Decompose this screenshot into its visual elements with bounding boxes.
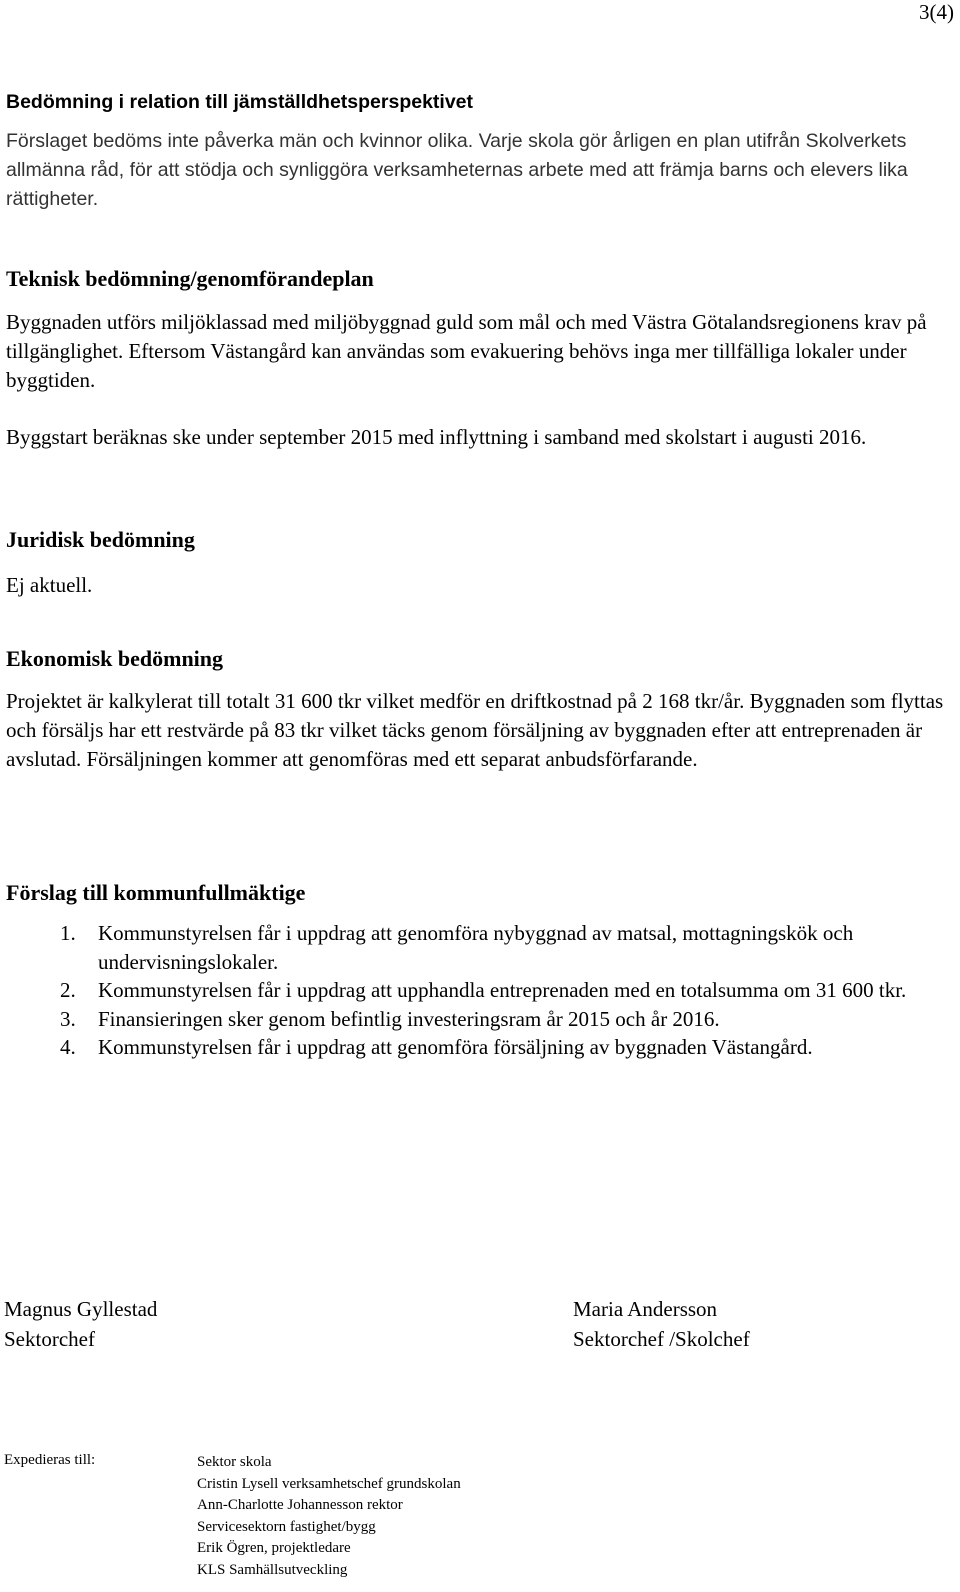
technical-section [6, 266, 951, 292]
economic-text: Projektet är kalkylerat till totalt 31 600 tkr vilket medför en driftkostnad på 2 168 tkr/år. Byggnaden som flyttas och försäljs har ett restvärde på 83 tkr vilket täcks genom försäljning av byggnaden efter att entreprenaden är avslutad. Försäljningen kommer att genomföras med ett separat anbudsförfarande. [6, 689, 944, 771]
signature-title: Sektorchef [4, 1327, 95, 1351]
legal-text: Ej aktuell. [6, 573, 93, 597]
proposal-number: 3. [60, 1006, 76, 1031]
legal-section [6, 527, 951, 553]
distribution-list [197, 1452, 461, 1581]
signature-name: Maria Andersson [573, 1297, 718, 1321]
legal-text-block [6, 571, 951, 600]
proposal-text: Finansieringen sker genom befintlig investeringsram år 2015 och år 2016. [98, 1006, 720, 1031]
proposal-number: 1. [60, 921, 76, 945]
equality-text-block [6, 127, 951, 214]
technical-paragraph-1-block [6, 308, 951, 395]
equality-text: Förslaget bedöms inte påverka män och kvinnor olika. Varje skola gör årligen en plan utifrån Skolverkets allmänna råd, för att stödja och synliggöra verksamheternas arbete med att främja barns och elevers lika rättigheter. [6, 130, 908, 210]
distribution-recipient: Cristin Lysell verksamhetschef grundskolan [197, 1475, 461, 1492]
distribution-recipient: Ann-Charlotte Johannesson rektor [197, 1497, 403, 1513]
signature-left [4, 1294, 157, 1354]
proposal-heading: Förslag till kommunfullmäktige [6, 880, 306, 905]
proposal-number: 2. [60, 978, 76, 1002]
signature-title: Sektorchef /Skolchef [573, 1327, 750, 1351]
distribution-recipient: Servicesektorn fastighet/bygg [197, 1518, 376, 1535]
distribution-recipient: KLS Samhällsutveckling [197, 1561, 348, 1578]
economic-heading: Ekonomisk bedömning [6, 646, 224, 671]
distribution-label: Expedieras till: [4, 1452, 96, 1468]
signature-name: Magnus Gyllestad [4, 1297, 158, 1321]
legal-heading: Juridisk bedömning [6, 527, 195, 552]
distribution-recipient: Sektor skola [197, 1454, 272, 1470]
proposal-text: Kommunstyrelsen får i uppdrag att genomföra nybyggnad av matsal, mottagningskök och undervisningslokaler. [98, 921, 854, 974]
proposal-item [60, 919, 950, 976]
page-number: 3(4) [919, 0, 954, 24]
proposal-section [6, 880, 951, 906]
equality-heading: Bedömning i relation till jämställdhetsperspektivet [6, 91, 474, 113]
economic-text-block [6, 687, 951, 774]
technical-paragraph-2-block [6, 423, 951, 452]
technical-paragraph-1: Byggnaden utförs miljöklassad med miljöbyggnad guld som mål och med Västra Götalandsregionens krav på tillgänglighet. Eftersom Västangård kan användas som evakuering behövs inga mer tillfälliga lokaler under byggtiden. [6, 310, 927, 392]
proposal-item [60, 1005, 950, 1034]
economic-section [6, 646, 951, 672]
signature-right [573, 1294, 750, 1354]
distribution-recipient: Erik Ögren, projektledare [197, 1540, 351, 1556]
proposal-item [60, 976, 950, 1005]
technical-paragraph-2: Byggstart beräknas ske under september 2015 med inflyttning i samband med skolstart i augusti 2016. [6, 425, 867, 449]
technical-heading: Teknisk bedömning/genomförandeplan [6, 266, 374, 291]
proposal-number: 4. [60, 1035, 76, 1059]
proposal-list [60, 919, 950, 1062]
proposal-text: Kommunstyrelsen får i uppdrag att upphandla entreprenaden med en totalsumma om 31 600 tkr. [98, 978, 907, 1002]
proposal-item [60, 1033, 950, 1062]
equality-section [6, 91, 951, 114]
proposal-text: Kommunstyrelsen får i uppdrag att genomföra försäljning av byggnaden Västangård. [98, 1035, 813, 1059]
